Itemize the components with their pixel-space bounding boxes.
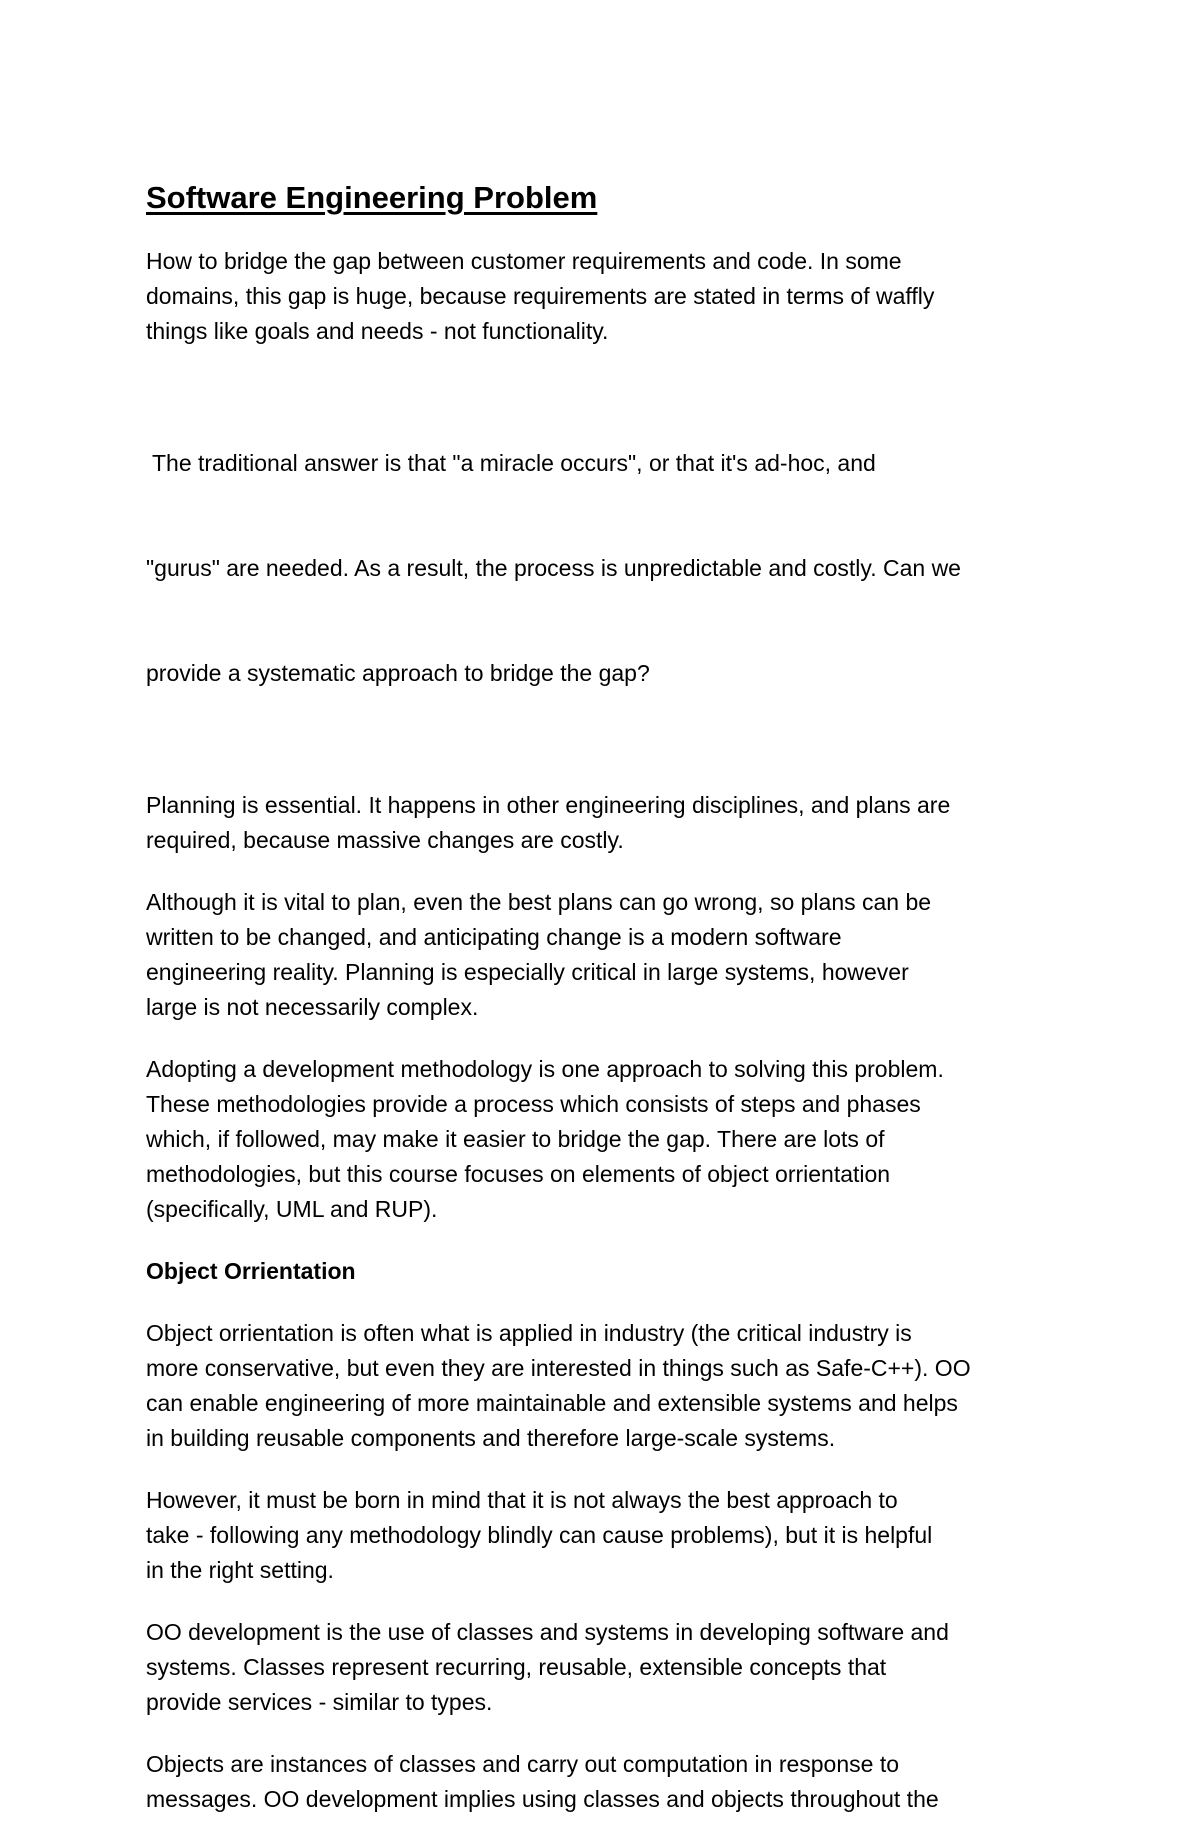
paragraph (146, 1052, 1066, 1227)
paragraph (146, 1747, 1066, 1817)
paragraph-line: Object orrientation is often what is applied in industry (the critical industry is (146, 1320, 912, 1346)
paragraph-line: Although it is vital to plan, even the best plans can go wrong, so plans can be (146, 889, 932, 915)
paragraph-line: which, if followed, may make it easier to bridge the gap. There are lots of (146, 1126, 885, 1152)
paragraph-line: systems. Classes represent recurring, reusable, extensible concepts that (146, 1654, 887, 1680)
paragraph-line: (specifically, UML and RUP). (146, 1196, 438, 1222)
paragraph (146, 244, 1066, 349)
paragraph (146, 1615, 1066, 1720)
paragraph-line: can enable engineering of more maintainable and extensible systems and helps (146, 1390, 958, 1416)
document-title: Software Engineering Problem (146, 180, 598, 215)
paragraph-line: messages. OO development implies using classes and objects throughout the (146, 1786, 939, 1812)
paragraph-line: However, it must be born in mind that it is not always the best approach to (146, 1487, 898, 1513)
paragraph (146, 885, 1066, 1025)
paragraph-line: "gurus" are needed. As a result, the process is unpredictable and costly. Can we (146, 555, 961, 581)
paragraph-line: The traditional answer is that "a miracle occurs", or that it's ad-hoc, and (146, 450, 876, 476)
paragraph (146, 1483, 1066, 1588)
paragraph-line: How to bridge the gap between customer requirements and code. In some (146, 248, 902, 274)
paragraph-line: Adopting a development methodology is one approach to solving this problem. (146, 1056, 944, 1082)
paragraph-line: provide services - similar to types. (146, 1689, 493, 1715)
paragraph-line: engineering reality. Planning is especially critical in large systems, however (146, 959, 909, 985)
paragraph-line: things like goals and needs - not functionality. (146, 318, 609, 344)
paragraph-line: take - following any methodology blindly can cause problems), but it is helpful (146, 1522, 933, 1548)
paragraph-line: required, because massive changes are costly. (146, 827, 624, 853)
paragraph-line: more conservative, but even they are interested in things such as Safe-C++). OO (146, 1355, 971, 1381)
paragraph (146, 1316, 1066, 1456)
paragraph-line: Objects are instances of classes and carry out computation in response to (146, 1751, 900, 1777)
paragraph (146, 376, 1066, 761)
paragraph-line: domains, this gap is huge, because requirements are stated in terms of waffly (146, 283, 935, 309)
paragraph-line: Planning is essential. It happens in other engineering disciplines, and plans are (146, 792, 951, 818)
document-body (146, 178, 1066, 1844)
paragraph-line: methodologies, but this course focuses on elements of object orrientation (146, 1161, 891, 1187)
paragraph-line: written to be changed, and anticipating change is a modern software (146, 924, 842, 950)
paragraph-line: These methodologies provide a process which consists of steps and phases (146, 1091, 921, 1117)
paragraph-line: large is not necessarily complex. (146, 994, 479, 1020)
paragraph-line: in the right setting. (146, 1557, 334, 1583)
section-heading: Object Orrientation (146, 1258, 356, 1284)
paragraph (146, 788, 1066, 858)
paragraph-line: in building reusable components and therefore large-scale systems. (146, 1425, 836, 1451)
paragraph-line: OO development is the use of classes and systems in developing software and (146, 1619, 949, 1645)
paragraph-line: provide a systematic approach to bridge the gap? (146, 660, 650, 686)
